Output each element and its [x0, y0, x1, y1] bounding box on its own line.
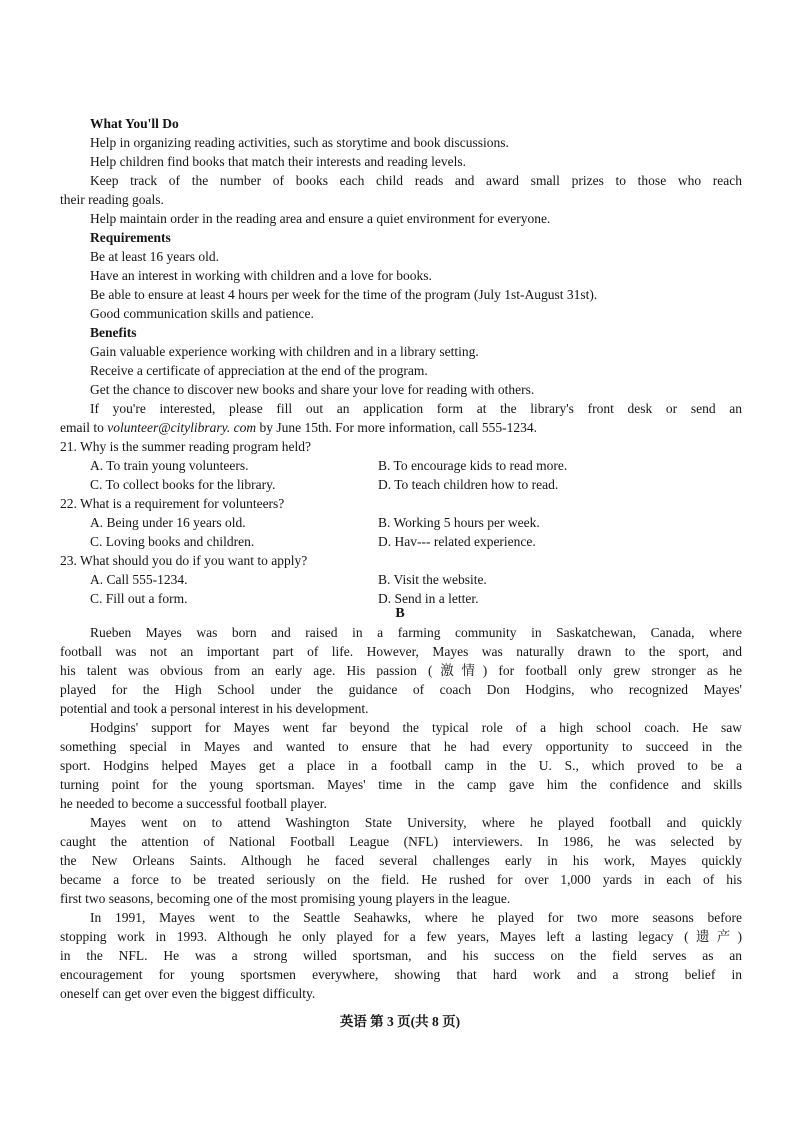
- passage-line: encouragement for young sportsmen everywhere, showing that hard work and a strong belief in: [60, 967, 742, 982]
- option-d: D. Hav--- related experience.: [378, 534, 536, 549]
- passage-line: Rueben Mayes was born and raised in a farming community in Saskatchewan, Canada, where: [90, 625, 742, 640]
- passage-line: potential and took a personal interest in his development.: [60, 701, 369, 716]
- section-heading: B: [395, 606, 405, 621]
- question-stem: 21. Why is the summer reading program held?: [60, 439, 311, 454]
- passage-line: the New Orleans Saints. Although he faced several challenges early in his work, Mayes quickly: [60, 853, 742, 868]
- passage-line: turning point for the young sportsman. Mayes' time in the camp gave him the confidence and skills: [60, 777, 742, 792]
- do-item-continued: their reading goals.: [60, 192, 164, 207]
- heading-benefits: Benefits: [90, 325, 137, 340]
- passage-line: he needed to become a successful football player.: [60, 796, 327, 811]
- passage-line: in the NFL. He was a strong willed sportsman, and his success on the field serves as an: [60, 948, 742, 963]
- email-address: volunteer@citylibrary. com: [107, 420, 257, 435]
- requirement-item: Be at least 16 years old.: [90, 249, 219, 264]
- do-item: Help children find books that match their interests and reading levels.: [90, 154, 467, 169]
- passage-line: football was not an important part of life. However, Mayes was naturally drawn to the sport, and: [60, 644, 742, 659]
- question-stem: 23. What should you do if you want to apply?: [60, 553, 308, 568]
- page-footer: 英语 第 3 页(共 8 页): [339, 1014, 461, 1029]
- requirement-item: Be able to ensure at least 4 hours per week for the time of the program (July 1st-August 31st).: [90, 287, 598, 302]
- passage-line: oneself can get over even the biggest difficulty.: [60, 986, 316, 1001]
- option-a: A. Call 555-1234.: [90, 572, 188, 587]
- passage-line: Mayes went on to attend Washington State University, where he played football and quickly: [90, 815, 742, 830]
- heading-requirements: Requirements: [90, 230, 171, 245]
- passage-line: his talent was obvious from an early age. His passion (激情) for football only grew stronger as he: [60, 663, 742, 678]
- passage-line: something special in Mayes and wanted to ensure that he had every opportunity to succeed in the: [60, 739, 742, 754]
- option-c: C. Loving books and children.: [90, 534, 255, 549]
- passage-line: sport. Hodgins helped Mayes get a place in a football camp in the U. S., which proved to be a: [60, 758, 742, 773]
- passage-line: became a force to be treated seriously on the field. He rushed for over 1,000 yards in each of his: [60, 872, 742, 887]
- option-c: C. To collect books for the library.: [90, 477, 276, 492]
- benefit-item: Receive a certificate of appreciation at the end of the program.: [90, 363, 428, 378]
- heading-what-youll-do: What You'll Do: [90, 116, 179, 131]
- apply-text: If you're interested, please fill out an application form at the library's front desk or send an: [90, 401, 742, 416]
- do-item: Help in organizing reading activities, such as storytime and book discussions.: [90, 135, 509, 150]
- option-a: A. Being under 16 years old.: [90, 515, 246, 530]
- apply-text-continued: [60, 418, 742, 437]
- option-b: B. To encourage kids to read more.: [378, 458, 568, 473]
- benefit-item: Get the chance to discover new books and share your love for reading with others.: [90, 382, 535, 397]
- apply-text-pre: email to: [60, 420, 108, 435]
- benefit-item: Gain valuable experience working with children and in a library setting.: [90, 344, 479, 359]
- requirement-item: Have an interest in working with children and a love for books.: [90, 268, 432, 283]
- requirement-item: Good communication skills and patience.: [90, 306, 314, 321]
- option-d: D. To teach children how to read.: [378, 477, 559, 492]
- passage-line: stopping work in 1993. Although he only played for a few years, Mayes left a lasting legacy (遗产): [60, 929, 742, 944]
- apply-text-post: by June 15th. For more information, call 555-1234.: [256, 420, 537, 435]
- passage-line: caught the attention of National Football League (NFL) interviewers. In 1986, he was selected by: [60, 834, 742, 849]
- passage-line: Hodgins' support for Mayes went far beyond the typical role of a high school coach. He saw: [90, 720, 742, 735]
- option-b: B. Working 5 hours per week.: [378, 515, 540, 530]
- option-d: D. Send in a letter.: [378, 591, 479, 606]
- option-c: C. Fill out a form.: [90, 591, 188, 606]
- do-item: Keep track of the number of books each child reads and award small prizes to those who reach: [90, 173, 742, 188]
- passage-line: played for the High School under the guidance of coach Don Hodgins, who recognized Mayes': [60, 682, 742, 697]
- option-b: B. Visit the website.: [378, 572, 487, 587]
- passage-line: In 1991, Mayes went to the Seattle Seahawks, where he played for two more seasons before: [90, 910, 742, 925]
- do-item: Help maintain order in the reading area and ensure a quiet environment for everyone.: [90, 211, 551, 226]
- question-stem: 22. What is a requirement for volunteers?: [60, 496, 285, 511]
- passage-line: first two seasons, becoming one of the most promising young players in the league.: [60, 891, 511, 906]
- option-a: A. To train young volunteers.: [90, 458, 249, 473]
